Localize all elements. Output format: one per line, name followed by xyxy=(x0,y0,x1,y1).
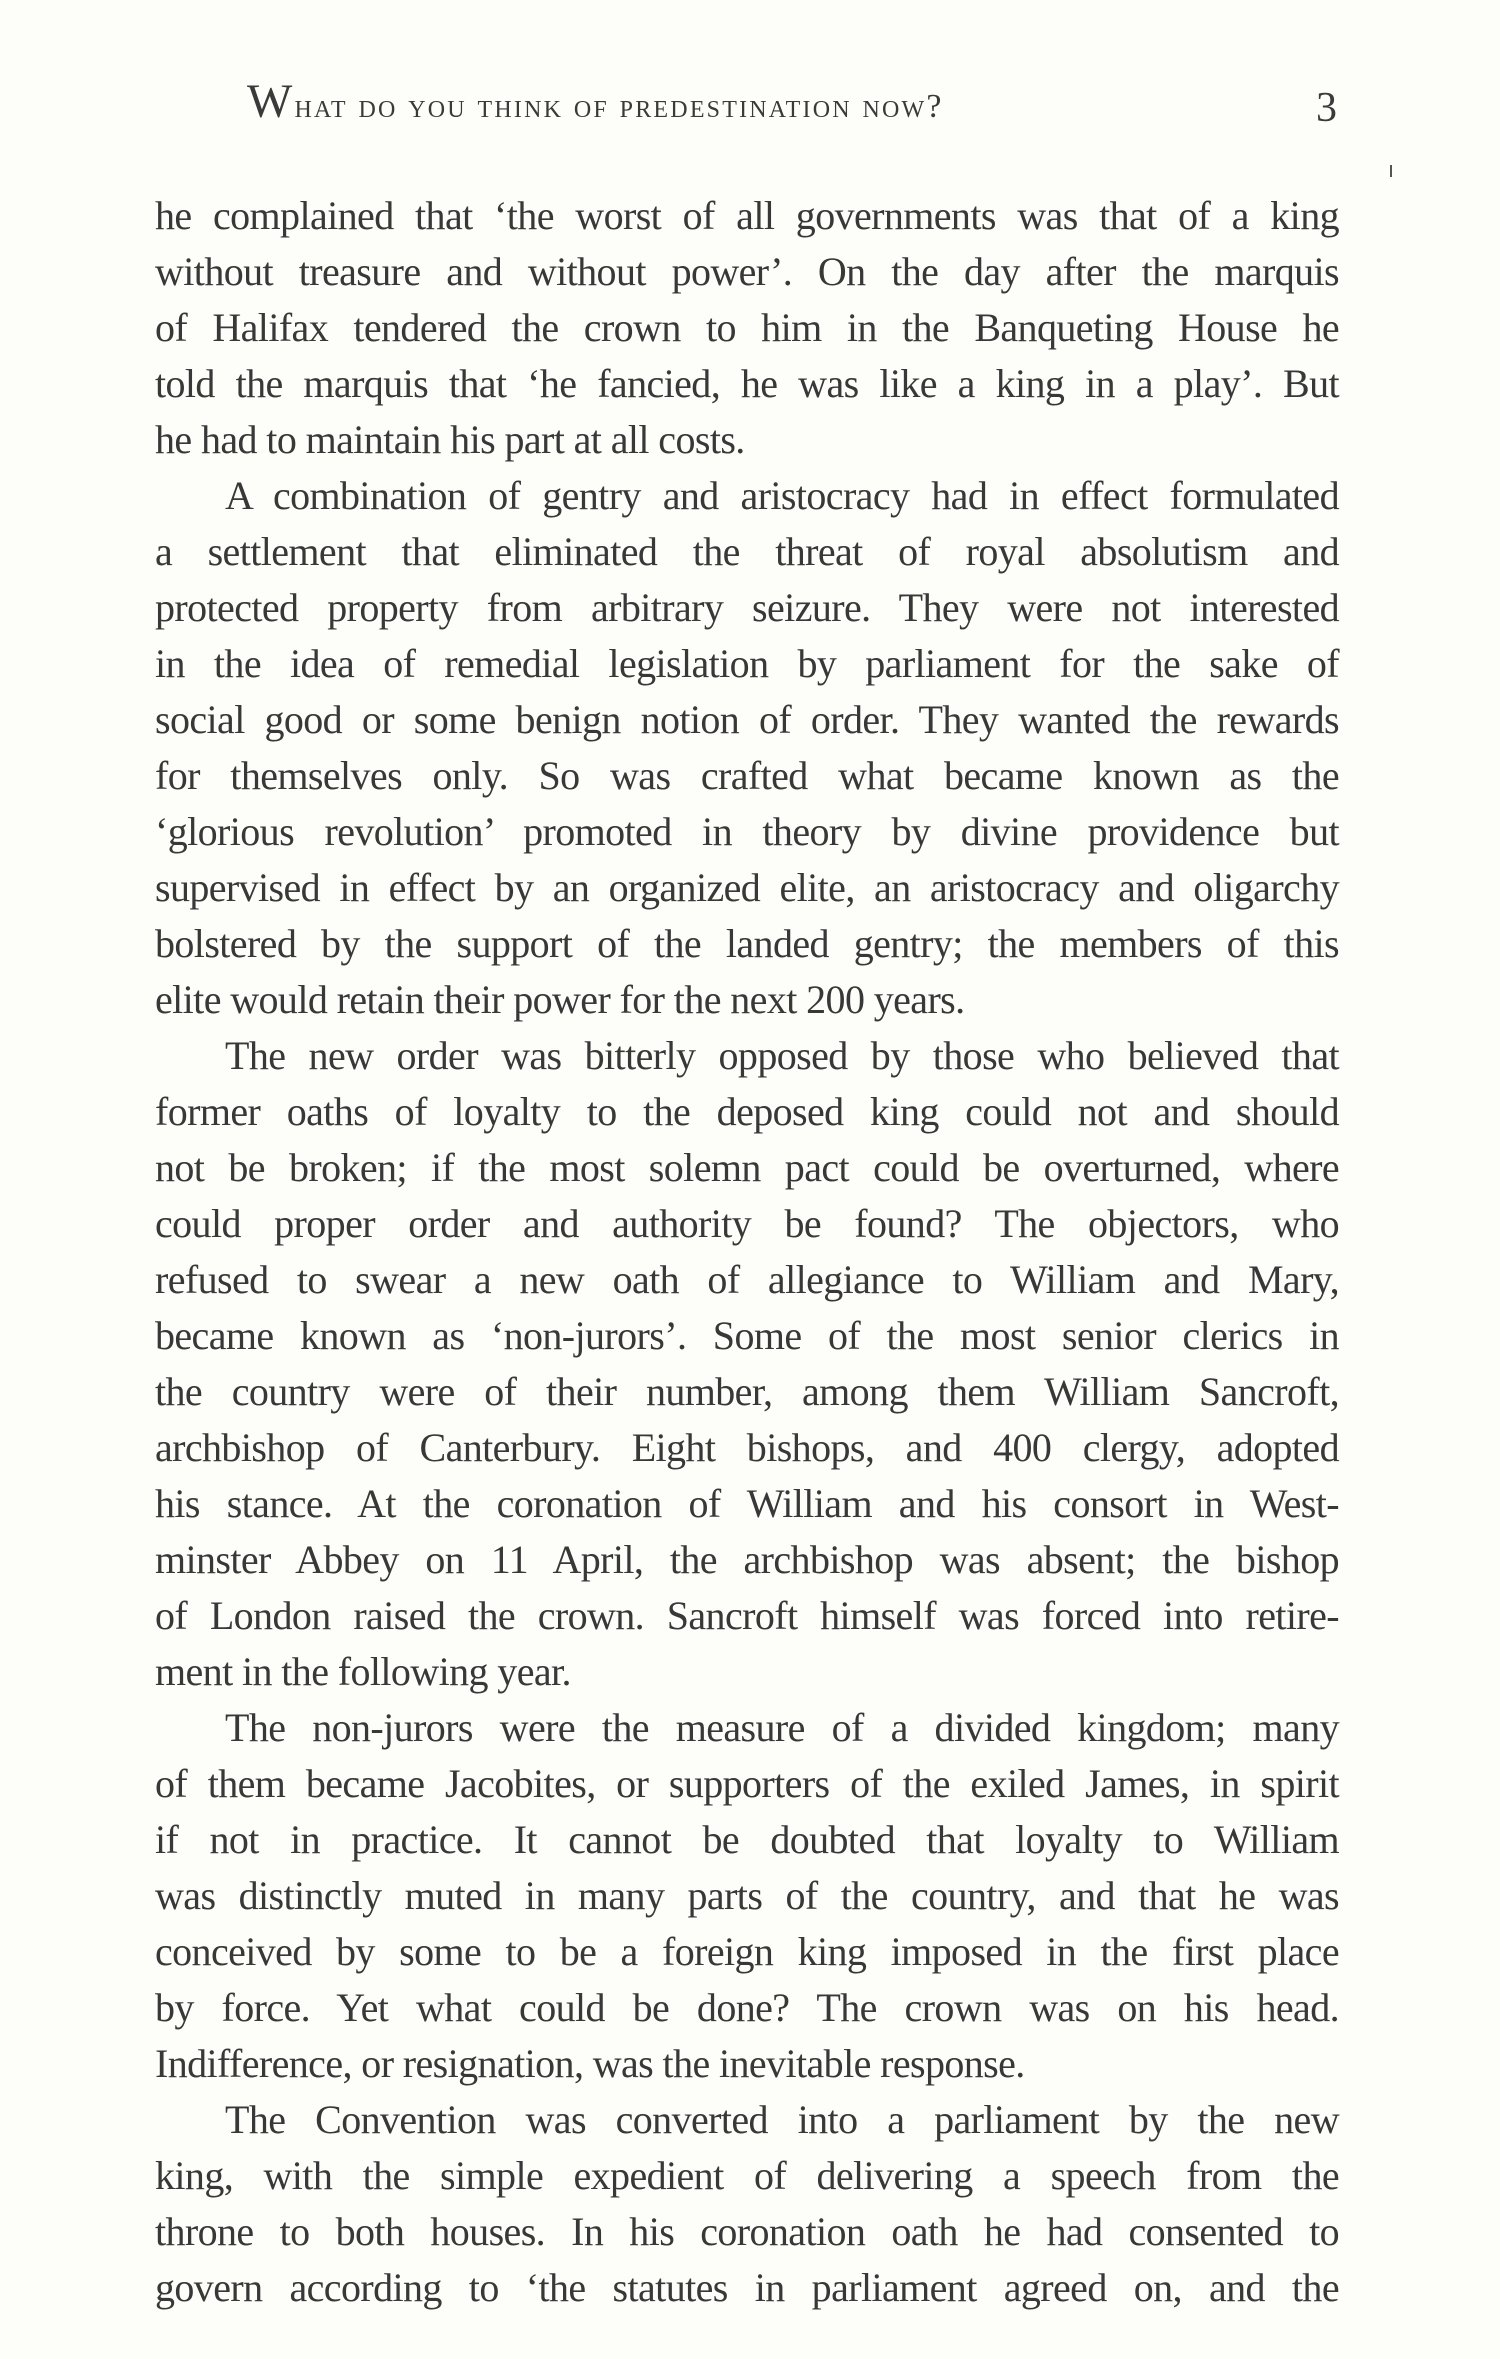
running-head xyxy=(247,72,1197,137)
running-head-text: hat do you think of predestination now? xyxy=(294,88,944,125)
text-line: the country were of their number, among them William Sancroft, xyxy=(155,1369,1339,1414)
text-line: was distinctly muted in many parts of the country, and that he was xyxy=(155,1873,1339,1918)
text-line: of Halifax tendered the crown to him in the Banqueting House he xyxy=(155,305,1339,350)
text-line: of them became Jacobites, or supporters of the exiled James, in spirit xyxy=(155,1761,1339,1806)
margin-mark xyxy=(1390,165,1392,177)
paragraph xyxy=(155,1700,1339,2092)
text-line: ment in the following year. xyxy=(155,1649,571,1694)
text-line: Indifference, or resignation, was the inevitable response. xyxy=(155,2041,1025,2086)
text-line: former oaths of loyalty to the deposed king could not and should xyxy=(155,1089,1339,1134)
text-line: he complained that ‘the worst of all governments was that of a king xyxy=(155,193,1339,238)
text-line: A combination of gentry and aristocracy had in effect formulated xyxy=(225,473,1339,518)
paragraph xyxy=(155,1028,1339,1700)
text-line: conceived by some to be a foreign king imposed in the first place xyxy=(155,1929,1339,1974)
page-number: 3 xyxy=(1316,85,1337,131)
paragraph xyxy=(155,2092,1339,2316)
text-line: throne to both houses. In his coronation oath he had consented to xyxy=(155,2209,1339,2254)
text-line: king, with the simple expedient of delivering a speech from the xyxy=(155,2153,1339,2198)
text-line: in the idea of remedial legislation by parliament for the sake of xyxy=(155,641,1339,686)
paragraph xyxy=(155,468,1339,1028)
text-line: for themselves only. So was crafted what became known as the xyxy=(155,753,1339,798)
text-line: supervised in effect by an organized elite, an aristocracy and oligarchy xyxy=(155,865,1339,910)
paragraph xyxy=(155,188,1339,468)
text-line: The new order was bitterly opposed by those who believed that xyxy=(225,1033,1339,1078)
text-line: refused to swear a new oath of allegiance to William and Mary, xyxy=(155,1257,1339,1302)
text-line: protected property from arbitrary seizure. They were not interested xyxy=(155,585,1339,630)
text-line: became known as ‘non-jurors’. Some of the most senior clerics in xyxy=(155,1313,1339,1358)
text-line: The non-jurors were the measure of a divided kingdom; many xyxy=(225,1705,1339,1750)
text-line: his stance. At the coronation of William and his consort in West- xyxy=(155,1481,1339,1526)
text-line: without treasure and without power’. On the day after the marquis xyxy=(155,249,1339,294)
text-line: not be broken; if the most solemn pact could be overturned, where xyxy=(155,1145,1339,1190)
text-line: minster Abbey on 11 April, the archbishop was absent; the bishop xyxy=(155,1537,1339,1582)
body-text xyxy=(155,188,1339,2316)
running-head-initial: W xyxy=(247,75,295,128)
text-line: could proper order and authority be found? The objectors, who xyxy=(155,1201,1339,1246)
text-line: if not in practice. It cannot be doubted that loyalty to William xyxy=(155,1817,1339,1862)
text-line: The Convention was converted into a parliament by the new xyxy=(225,2097,1339,2142)
text-line: govern according to ‘the statutes in parliament agreed on, and the xyxy=(155,2265,1339,2310)
text-line: by force. Yet what could be done? The crown was on his head. xyxy=(155,1985,1339,2030)
text-line: elite would retain their power for the next 200 years. xyxy=(155,977,965,1022)
text-line: told the marquis that ‘he fancied, he was like a king in a play’. But xyxy=(155,361,1339,406)
text-line: social good or some benign notion of order. They wanted the rewards xyxy=(155,697,1339,742)
text-line: of London raised the crown. Sancroft himself was forced into retire- xyxy=(155,1593,1339,1638)
text-line: ‘glorious revolution’ promoted in theory by divine providence but xyxy=(155,809,1339,854)
text-line: archbishop of Canterbury. Eight bishops, and 400 clergy, adopted xyxy=(155,1425,1339,1470)
text-line: he had to maintain his part at all costs. xyxy=(155,417,745,462)
text-line: bolstered by the support of the landed gentry; the members of this xyxy=(155,921,1339,966)
text-line: a settlement that eliminated the threat of royal absolutism and xyxy=(155,529,1339,574)
